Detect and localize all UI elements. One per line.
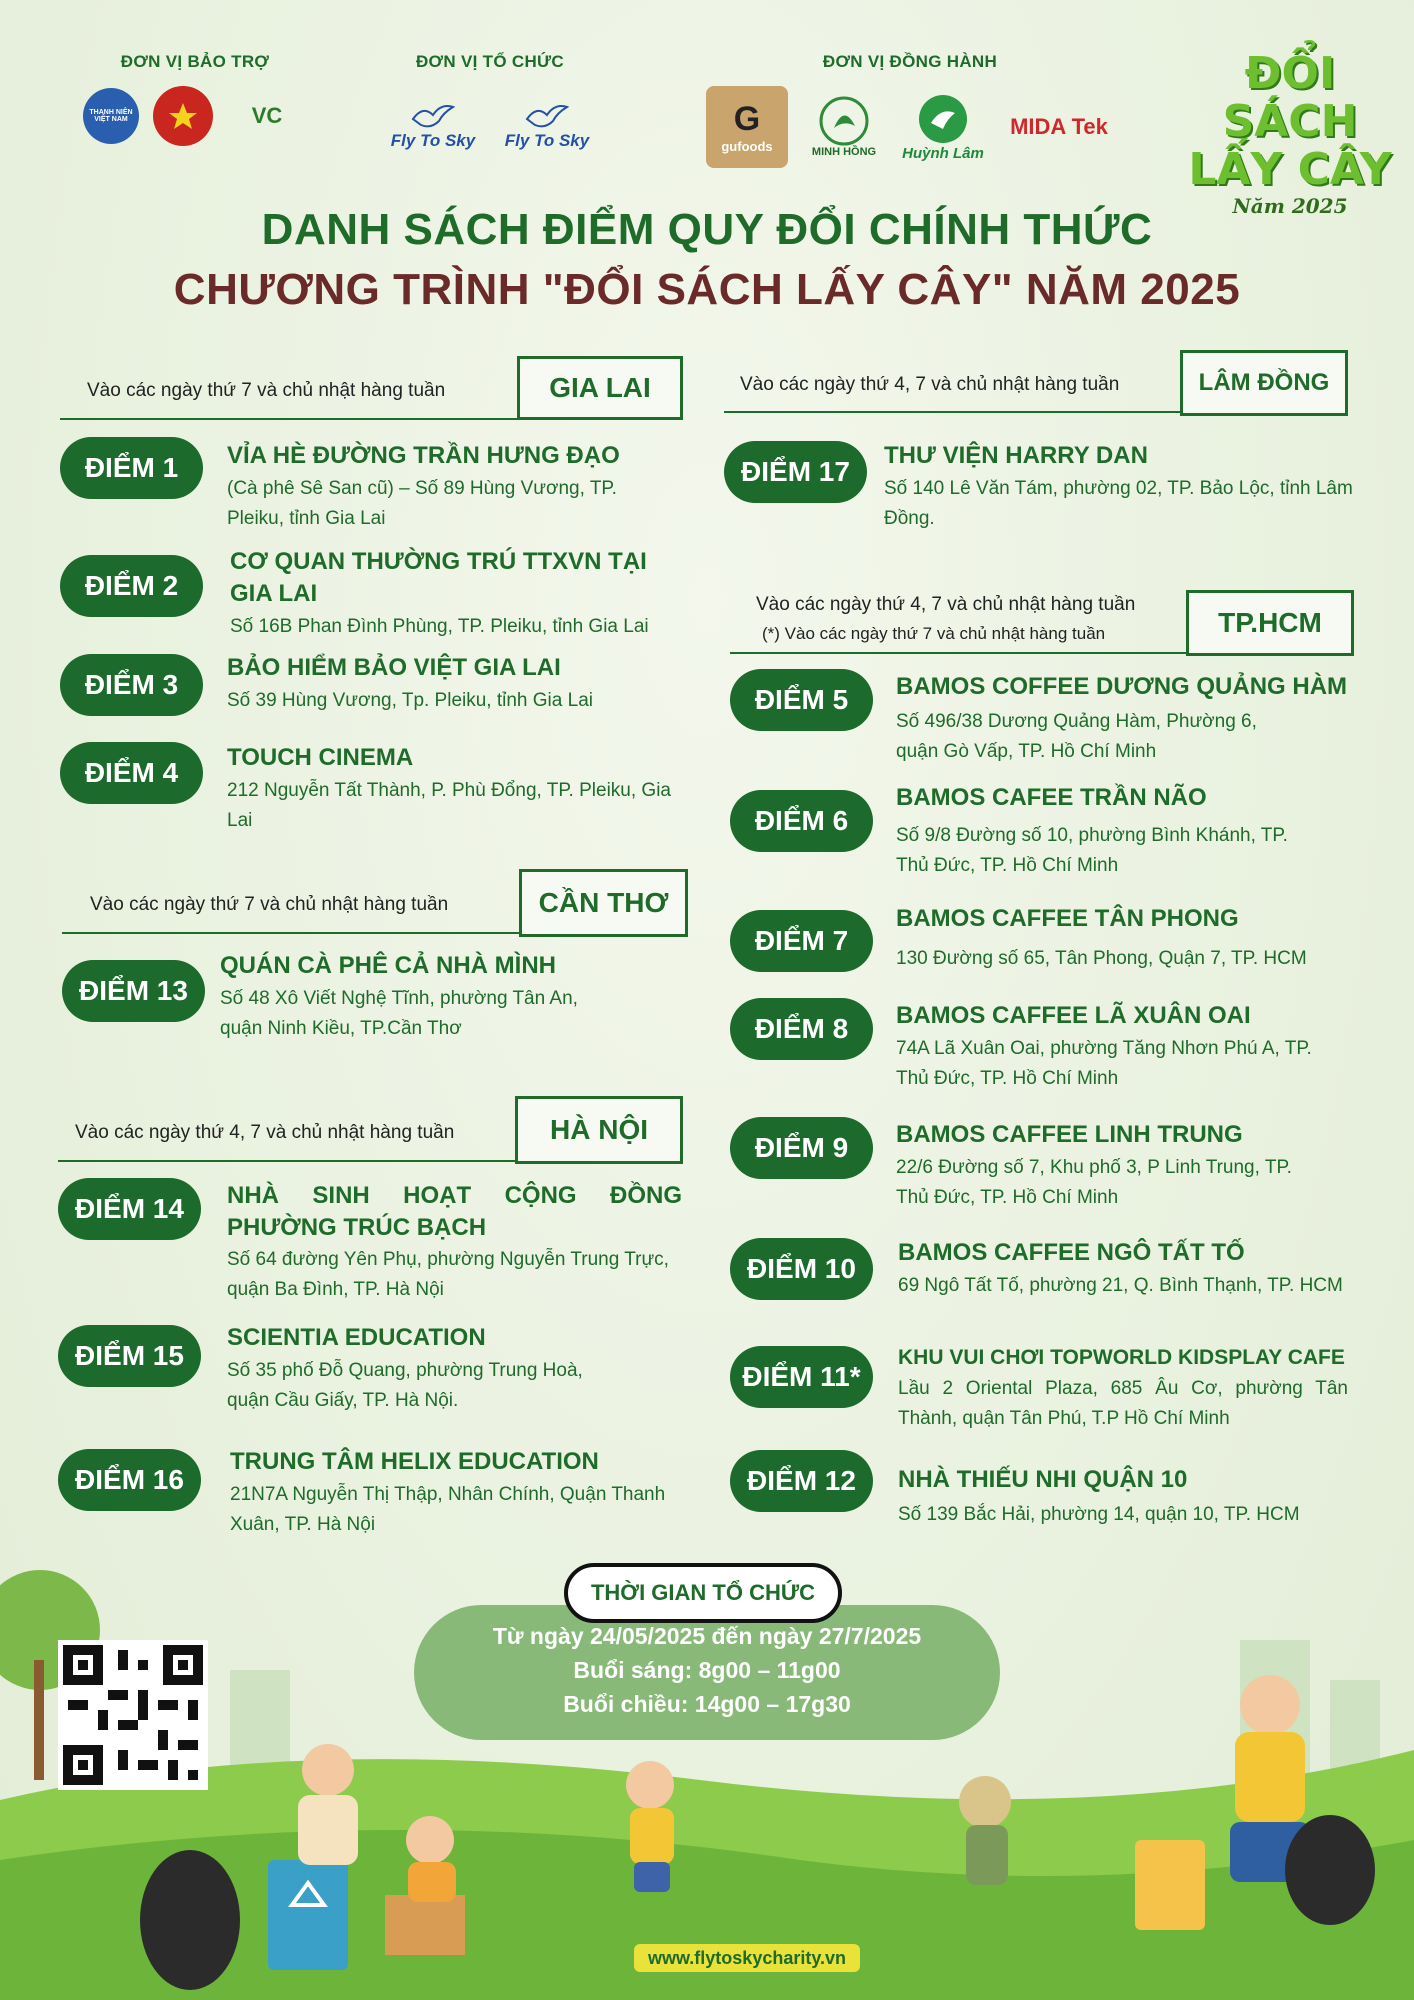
organizer-title: ĐƠN VỊ TỔ CHỨC (415, 52, 565, 71)
schedule-dates: Từ ngày 24/05/2025 đến ngày 27/7/2025 (492, 1623, 922, 1649)
program-logo (1180, 50, 1400, 218)
diem-badge: ĐIỂM 1 (60, 437, 203, 499)
doan-logo (153, 86, 213, 146)
leaf-icon (819, 96, 869, 146)
trash-bag-icon (140, 1850, 240, 1990)
diem-badge: ĐIỂM 5 (730, 669, 873, 731)
g-icon: G (733, 100, 761, 138)
location-name: BAMOS CAFFEE TÂN PHONG (896, 905, 1239, 932)
region-note-hanoi: Vào các ngày thứ 4, 7 và chủ nhật hàng tuần (75, 1122, 455, 1143)
fly-to-sky-logo: Fly To Sky (383, 86, 483, 166)
location-address: Lầu 2 Oriental Plaza, 685 Âu Cơ, phường Tân Thành, quận Tân Phú, T.P Hồ Chí Minh (898, 1378, 1348, 1429)
divider (60, 418, 520, 420)
vc-logo: VC (251, 103, 283, 128)
divider (724, 411, 1184, 413)
diem-badge: ĐIỂM 14 (58, 1178, 201, 1240)
diem-badge: ĐIỂM 16 (58, 1449, 201, 1511)
location-address: Số 139 Bắc Hải, phường 14, quận 10, TP. HCM (898, 1504, 1300, 1525)
region-hanoi: HÀ NỘI (515, 1096, 683, 1164)
program-logo-line1: ĐỔI SÁCH (1222, 48, 1358, 147)
location-name: BẢO HIỂM BẢO VIỆT GIA LAI (227, 654, 561, 681)
location-address: Số 39 Hùng Vương, Tp. Pleiku, tỉnh Gia Lai (227, 690, 593, 711)
fly-to-sky-logo: Fly To Sky (497, 86, 597, 166)
diem-badge: ĐIỂM 4 (60, 742, 203, 804)
location-name: BAMOS CAFFEE LINH TRUNG (896, 1121, 1243, 1148)
program-logo-line2: LẤY CÂY (1188, 144, 1392, 195)
divider (58, 1160, 518, 1162)
region-note-gialai: Vào các ngày thứ 7 và chủ nhật hàng tuần (87, 380, 446, 401)
person-icon (302, 1744, 354, 1796)
location-name: BAMOS CAFFEE LÃ XUÂN OAI (896, 1002, 1251, 1029)
location-address: Số 496/38 Dương Quảng Hàm, Phường 6, quận Gò Vấp, TP. Hồ Chí Minh (896, 711, 1257, 762)
location-address: 21N7A Nguyễn Thị Thập, Nhân Chính, Quận Thanh Xuân, TP. Hà Nội (230, 1484, 666, 1535)
location-name: BAMOS CAFEE TRẦN NÃO (896, 784, 1207, 811)
location-name: BAMOS COFFEE DƯƠNG QUẢNG HÀM (896, 673, 1348, 700)
location-address: Số 9/8 Đường số 10, phường Bình Khánh, TP. Thủ Đức, TP. Hồ Chí Minh (896, 825, 1288, 876)
page-subtitle: CHƯƠNG TRÌNH "ĐỔI SÁCH LẤY CÂY" NĂM 2025 (173, 265, 1241, 314)
location-address: 212 Nguyễn Tất Thành, P. Phù Đổng, TP. Pleiku, Gia Lai (227, 780, 671, 831)
location-name: BAMOS CAFFEE NGÔ TẤT TỐ (898, 1239, 1245, 1266)
minh-hong-logo: MINH HỒNG (806, 86, 882, 168)
schedule-afternoon: Buổi chiều: 14g00 – 17g30 (563, 1691, 851, 1717)
region-lamdong: LÂM ĐỒNG (1180, 350, 1348, 416)
location-address: Số 48 Xô Viết Nghệ Tĩnh, phường Tân An, quận Ninh Kiều, TP.Cần Thơ (220, 988, 578, 1039)
website-link[interactable]: www.flytoskycharity.vn (634, 1944, 860, 1972)
divider (62, 932, 522, 934)
partner-group (690, 52, 1130, 168)
dove-icon (525, 101, 569, 131)
organizer-group (375, 52, 605, 166)
gufoods-logo: G gufoods (706, 86, 788, 168)
child-icon (626, 1761, 674, 1809)
location-address: Số 16B Phan Đình Phùng, TP. Pleiku, tỉnh Gia Lai (230, 616, 649, 637)
region-note-cantho: Vào các ngày thứ 7 và chủ nhật hàng tuần (90, 894, 449, 915)
region-cantho: CẦN THƠ (519, 869, 688, 937)
diem-badge: ĐIỂM 9 (730, 1117, 873, 1179)
location-name: THƯ VIỆN HARRY DAN (884, 442, 1148, 469)
region-hcm: TP.HCM (1186, 590, 1354, 656)
location-name: NHÀ SINH HOẠT CỘNG ĐỒNG PHƯỜNG TRÚC BẠCH (227, 1182, 682, 1241)
sponsor-group (60, 52, 330, 146)
location-name: TRUNG TÂM HELIX EDUCATION (230, 1448, 599, 1475)
diem-badge: ĐIỂM 12 (730, 1450, 873, 1512)
qr-code-icon (58, 1640, 208, 1790)
schedule-morning: Buổi sáng: 8g00 – 11g00 (573, 1657, 841, 1683)
location-name: SCIENTIA EDUCATION (227, 1324, 486, 1351)
diem-badge: ĐIỂM 15 (58, 1325, 201, 1387)
diem-badge: ĐIỂM 6 (730, 790, 873, 852)
star-icon (168, 101, 198, 131)
diem-badge: ĐIỂM 7 (730, 910, 873, 972)
region-note-hcm: Vào các ngày thứ 4, 7 và chủ nhật hàng tuần (756, 594, 1136, 615)
location-name: VỈA HÈ ĐƯỜNG TRẦN HƯNG ĐẠO (227, 442, 620, 469)
location-address: 74A Lã Xuân Oai, phường Tăng Nhơn Phú A, TP. Thủ Đức, TP. Hồ Chí Minh (896, 1038, 1312, 1089)
diem-badge: ĐIỂM 17 (724, 441, 867, 503)
sponsor-title: ĐƠN VỊ BẢO TRỢ (120, 52, 270, 71)
diem-badge: ĐIỂM 11* (730, 1346, 873, 1408)
location-name: QUÁN CÀ PHÊ CẢ NHÀ MÌNH (220, 952, 556, 979)
bird-icon (917, 93, 969, 145)
page-title: DANH SÁCH ĐIỂM QUY ĐỔI CHÍNH THỨC (261, 205, 1153, 254)
location-address: 69 Ngô Tất Tố, phường 21, Q. Bình Thạnh, TP. HCM (898, 1275, 1343, 1296)
thanh-nien-logo: THANH NIÊN VIỆT NAM (83, 88, 139, 144)
person-icon (1240, 1675, 1300, 1735)
location-address: Số 35 phố Đỗ Quang, phường Trung Hoà, quận Cầu Giấy, TP. Hà Nội. (227, 1360, 583, 1411)
location-name: TOUCH CINEMA (227, 744, 414, 771)
mida-logo: MIDA Tek (1010, 114, 1108, 139)
schedule-box (414, 1605, 1000, 1740)
region-note-hcm-weekend: (*) Vào các ngày thứ 7 và chủ nhật hàng tuần (762, 624, 1106, 643)
location-address: Số 64 đường Yên Phụ, phường Nguyễn Trung Trực, quận Ba Đình, TP. Hà Nội (227, 1249, 669, 1300)
program-logo-year: Năm 2025 (1232, 194, 1348, 218)
location-address: (Cà phê Sê San cũ) – Số 89 Hùng Vương, TP. Pleiku, tỉnh Gia Lai (227, 478, 617, 529)
recycle-bin-icon (268, 1860, 348, 1970)
bin-icon (1135, 1840, 1205, 1930)
location-address: 130 Đường số 65, Tân Phong, Quận 7, TP. HCM (896, 948, 1307, 969)
gardener-icon (959, 1776, 1011, 1828)
qr-code[interactable] (58, 1640, 208, 1790)
diem-badge: ĐIỂM 10 (730, 1238, 873, 1300)
diem-badge: ĐIỂM 2 (60, 555, 203, 617)
diem-badge: ĐIỂM 8 (730, 998, 873, 1060)
location-address: Số 140 Lê Văn Tám, phường 02, TP. Bảo Lộc, tỉnh Lâm Đồng. (884, 478, 1353, 529)
diem-badge: ĐIỂM 3 (60, 654, 203, 716)
person-icon (406, 1816, 454, 1864)
partner-title: ĐƠN VỊ ĐỒNG HÀNH (822, 52, 998, 71)
location-name: KHU VUI CHƠI TOPWORLD KIDSPLAY CAFE (898, 1346, 1345, 1369)
location-name: CƠ QUAN THƯỜNG TRÚ TTXVN TẠI GIA LAI (230, 548, 647, 607)
schedule-title: THỜI GIAN TỔ CHỨC (564, 1563, 842, 1623)
region-note-lamdong: Vào các ngày thứ 4, 7 và chủ nhật hàng tuần (740, 374, 1120, 395)
huynh-lam-logo: Huỳnh Lâm (900, 86, 986, 168)
location-name: NHÀ THIẾU NHI QUẬN 10 (898, 1466, 1188, 1493)
trash-bag-icon (1285, 1815, 1375, 1925)
dove-icon (411, 101, 455, 131)
diem-badge: ĐIỂM 13 (62, 960, 205, 1022)
location-address: 22/6 Đường số 7, Khu phố 3, P Linh Trung, TP. Thủ Đức, TP. Hồ Chí Minh (896, 1157, 1292, 1208)
region-gialai: GIA LAI (517, 356, 683, 420)
box-icon (385, 1895, 465, 1955)
divider (730, 652, 1190, 654)
